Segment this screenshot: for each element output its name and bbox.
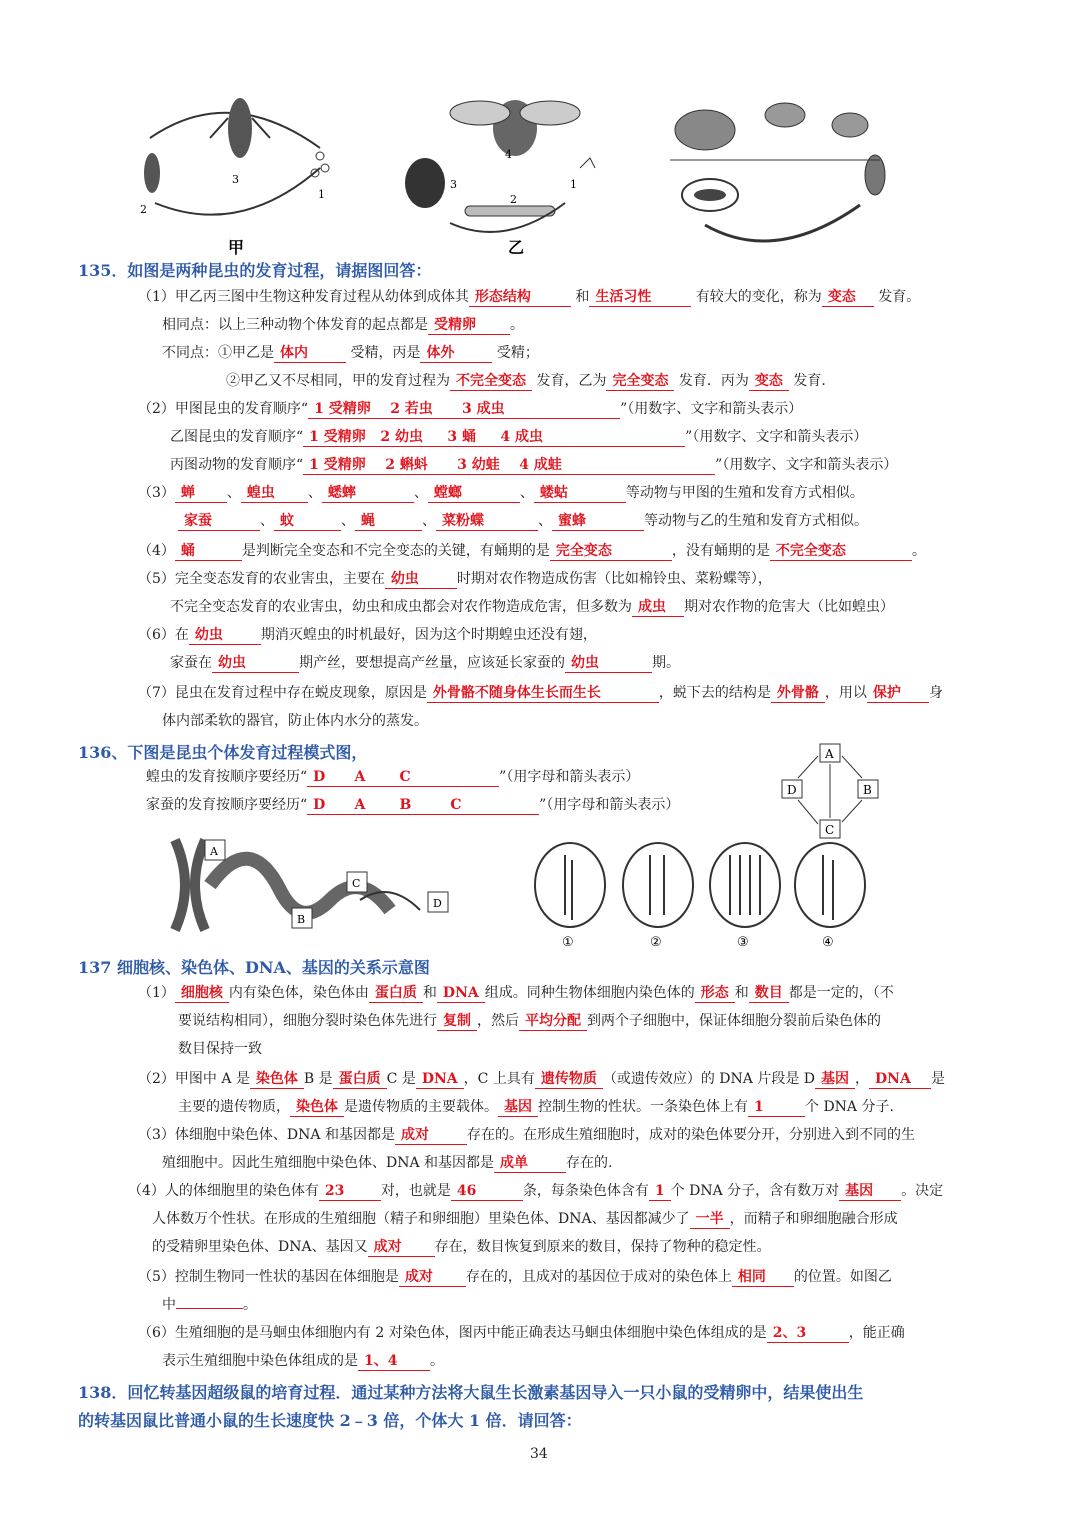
- answer-blank: 染色体: [290, 1098, 344, 1117]
- text: 家蚕的发育按顺序要经历“: [146, 797, 308, 813]
- q135-line-3: [162, 342, 539, 364]
- question-137-title: 137 细胞核、染色体、DNA、基因的关系示意图: [78, 958, 430, 977]
- text: 发育.: [793, 373, 826, 389]
- chain-label-b: B: [297, 913, 306, 926]
- text: 是: [931, 1071, 945, 1087]
- text: 蝗虫的发育按顺序要经历“: [146, 769, 308, 785]
- answer-blank: 23: [319, 1182, 381, 1201]
- text: 受精，丙是: [350, 345, 421, 361]
- answer-blank: 染色体: [250, 1070, 304, 1089]
- text: 、: [519, 485, 534, 501]
- text: 不完全变态发育的农业害虫，幼虫和成虫都会对农作物造成危害，但多数为: [170, 599, 632, 615]
- figure-label-yi: 乙: [508, 238, 525, 257]
- text: 到两个子细胞中，保证体细胞分裂前后染色体的: [587, 1013, 881, 1029]
- text: ，而精子和卵细胞融合形成: [729, 1211, 898, 1227]
- text: 期对农作物的危害大（比如蝗虫）: [684, 599, 894, 615]
- q137-line-2: [178, 1010, 881, 1032]
- q135-line-7: [170, 454, 897, 476]
- figure-frog-cycle: [665, 95, 900, 255]
- text: 控制生物的性状。一条染色体上有: [538, 1099, 748, 1115]
- answer-blank: 基因: [498, 1098, 538, 1117]
- q137-line-3: [178, 1038, 262, 1060]
- text: 对，也就是: [380, 1183, 451, 1199]
- text: ”（用字母和箭头表示）: [539, 797, 680, 813]
- answer-blank: 成单: [494, 1154, 566, 1173]
- text: 家蚕在: [170, 655, 212, 671]
- text: 条，每条染色体含有: [522, 1183, 649, 1199]
- text: 、: [341, 513, 355, 529]
- text: （5）完全变态发育的农业害虫，主要在: [138, 571, 385, 587]
- text: 存在的.: [566, 1155, 613, 1171]
- text: 、: [260, 513, 274, 529]
- cells-diagram: [530, 840, 870, 950]
- chain-label-a: A: [210, 845, 218, 858]
- answer-blank: 2、3: [767, 1324, 849, 1343]
- q135-line-4: [226, 370, 826, 392]
- figure-label-jia: 甲: [228, 238, 245, 257]
- text: 主要的遗传物质，: [178, 1099, 290, 1115]
- q135-line-10: [138, 540, 926, 562]
- q135-line-12: [170, 596, 894, 618]
- text: 相同点：以上三种动物个体发育的起点都是: [162, 317, 428, 333]
- text: 。: [911, 543, 926, 559]
- q137-line-10: [152, 1236, 771, 1258]
- text: 和: [422, 985, 437, 1001]
- q135-line-8: [138, 482, 864, 504]
- answer-blank: 形态结构: [469, 288, 571, 307]
- answer-blank: 菜粉蝶: [436, 512, 538, 531]
- text: （5）控制生物同一性状的基因在体细胞是: [138, 1269, 399, 1285]
- text: 是判断完全变态和不完全变态的关键，有蛹期的是: [241, 543, 550, 559]
- answer-blank: 家蚕: [178, 512, 260, 531]
- answer-blank: 蛋白质: [369, 984, 423, 1003]
- answer-blank: D A B C: [307, 796, 539, 815]
- answer-blank: 蛹: [175, 542, 242, 561]
- answer-blank: 外骨骼: [771, 684, 825, 703]
- text: （3）体细胞中染色体、DNA 和基因都是: [138, 1127, 395, 1143]
- text: （6）生殖细胞的是马蛔虫体细胞内有 2 对染色体，图丙中能正确表达马蛔虫体细胞中染色体组成的是: [138, 1325, 767, 1341]
- answer-blank: DNA: [416, 1070, 464, 1089]
- answer-blank: 蝗虫: [241, 484, 308, 503]
- cell-number-2: ②: [650, 935, 662, 950]
- answer-blank: 蛋白质: [333, 1070, 387, 1089]
- insect-development-cycle-diagram: [770, 742, 890, 842]
- text: C 是: [386, 1071, 416, 1087]
- answer-blank: 数目: [749, 984, 789, 1003]
- text: 、: [538, 513, 552, 529]
- text: 等动物与甲图的生殖和发育方式相似。: [625, 485, 864, 501]
- text: 的受精卵里染色体、DNA、基因又: [152, 1239, 368, 1255]
- question-136-title: 136、下图是昆虫个体发育过程模式图，: [78, 743, 368, 762]
- svg-text:4: 4: [505, 148, 512, 161]
- text: 存在的。在形成生殖细胞时，成对的染色体要分开，分别进入到不同的生: [466, 1127, 915, 1143]
- answer-blank: 46: [451, 1182, 523, 1201]
- answer-blank: 蝉: [175, 484, 227, 503]
- text: 体内部柔软的器官，防止体内水分的蒸发。: [162, 713, 428, 729]
- text: 的位置。如图乙: [793, 1269, 892, 1285]
- answer-blank: DNA: [869, 1070, 931, 1089]
- answer-blank: 保护: [867, 684, 929, 703]
- text: 乙图昆虫的发育顺序“: [170, 429, 304, 445]
- q135-line-6: [170, 426, 867, 448]
- answer-blank: 螳螂: [428, 484, 520, 503]
- answer-blank: 完全变态: [606, 372, 674, 391]
- text: 、: [413, 485, 428, 501]
- text: 发育．丙为: [678, 373, 749, 389]
- text: ，蜕下去的结构是: [658, 685, 771, 701]
- answer-blank: DNA: [437, 984, 485, 1003]
- text: （或遗传效应）的 DNA 片段是 D: [602, 1071, 815, 1087]
- figure-grasshopper-cycle: [120, 88, 360, 258]
- answer-blank: D A C: [307, 768, 499, 787]
- answer-blank: 1: [649, 1182, 671, 1201]
- text: 是遗传物质的主要载体。: [344, 1099, 498, 1115]
- q137-line-6: [138, 1124, 915, 1146]
- text: （6）在: [138, 627, 189, 643]
- text: （3）: [138, 485, 175, 501]
- q137-line-5: [178, 1096, 894, 1118]
- svg-text:1: 1: [570, 178, 577, 191]
- text: 、: [226, 485, 241, 501]
- text: （2）甲图中 A 是: [138, 1071, 250, 1087]
- answer-blank: 幼虫: [189, 626, 261, 645]
- answer-blank: 成对: [368, 1238, 435, 1257]
- question-138-title-line-2: 的转基因鼠比普通小鼠的生长速度快 2﹣3 倍，个体大 1 倍．请回答：: [78, 1411, 582, 1430]
- answer-blank: 基因: [839, 1182, 901, 1201]
- answer-blank: 变态: [822, 288, 874, 307]
- answer-blank: 1 受精卵 2 蝌蚪 3 幼蛙 4 成蛙: [303, 456, 715, 475]
- answer-blank: 幼虫: [385, 570, 457, 589]
- text: 发育，乙为: [536, 373, 607, 389]
- text: 。: [430, 1353, 444, 1369]
- chain-label-c: C: [352, 877, 361, 890]
- text: （2）甲图昆虫的发育顺序“: [138, 401, 309, 417]
- answer-blank: 幼虫: [212, 654, 299, 673]
- q137-line-12: [162, 1294, 257, 1316]
- text: （1）甲乙丙三图中生物这种发育过程从幼体到成体其: [138, 289, 469, 305]
- text: 、: [422, 513, 436, 529]
- answer-blank: 遗传物质: [535, 1070, 603, 1089]
- text: ，: [855, 1071, 869, 1087]
- text: 表示生殖细胞中染色体组成的是: [162, 1353, 358, 1369]
- answer-blank: 幼虫: [565, 654, 652, 673]
- answer-blank: 蚊: [274, 512, 341, 531]
- answer-blank: 变态: [749, 372, 789, 391]
- cycle-label-b: B: [863, 783, 872, 797]
- answer-blank: 不完全变态: [770, 542, 912, 561]
- text: ”（用数字、文字和箭头表示）: [685, 429, 868, 445]
- text: 和: [575, 289, 590, 305]
- text: 期。: [652, 655, 680, 671]
- text: 时期对农作物造成伤害（比如棉铃虫、菜粉蝶等），: [456, 571, 772, 587]
- answer-blank: 形态: [695, 984, 735, 1003]
- q137-line-14: [162, 1350, 444, 1372]
- answer-blank: [176, 1308, 243, 1309]
- text: 内有染色体，染色体由: [228, 985, 369, 1001]
- q137-line-11: [138, 1266, 892, 1288]
- q137-line-7: [162, 1152, 613, 1174]
- q137-line-8: [128, 1180, 943, 1202]
- text: （4）人的体细胞里的染色体有: [128, 1183, 319, 1199]
- cycle-label-a: A: [825, 747, 834, 761]
- text: 。: [510, 317, 524, 333]
- q135-line-1: [138, 286, 920, 308]
- chromosome-dna-gene-diagram: [160, 830, 460, 940]
- question-135-title: 135．如图是两种昆虫的发育过程，请据图回答：: [78, 261, 432, 280]
- answer-blank: 成对: [399, 1268, 466, 1287]
- text: 期消灭蝗虫的时机最好，因为这个时期蝗虫还没有翅，: [260, 627, 597, 643]
- text: 殖细胞中。因此生殖细胞中染色体、DNA 和基因都是: [162, 1155, 495, 1171]
- text: 等动物与乙的生殖和发育方式相似。: [644, 513, 868, 529]
- svg-text:1: 1: [318, 188, 325, 201]
- q135-line-16: [162, 710, 428, 732]
- text: ，用以: [824, 685, 867, 701]
- text: 个 DNA 分子.: [805, 1099, 894, 1115]
- answer-blank: 1、4: [358, 1352, 430, 1371]
- q135-line-13: [138, 624, 597, 646]
- answer-blank: 1 受精卵 2 若虫 3 成虫: [308, 400, 620, 419]
- answer-blank: 不完全变态: [450, 372, 532, 391]
- answer-blank: 蜜蜂: [552, 512, 644, 531]
- answer-blank: 蝼蛄: [534, 484, 626, 503]
- cell-number-1: ①: [562, 935, 574, 950]
- text: 不同点：①甲乙是: [162, 345, 274, 361]
- answer-blank: 受精卵: [428, 316, 510, 335]
- text: （1）: [138, 985, 175, 1001]
- text: ②甲乙又不尽相同，甲的发育过程为: [226, 373, 450, 389]
- answer-blank: 相同: [732, 1268, 794, 1287]
- cycle-label-c: C: [825, 823, 835, 837]
- text: 组成。同种生物体细胞内染色体的: [484, 985, 695, 1001]
- text: ，能正确: [848, 1325, 905, 1341]
- q137-line-9: [152, 1208, 898, 1230]
- text: ，然后: [477, 1013, 519, 1029]
- answer-blank: 细胞核: [175, 984, 229, 1003]
- q137-line-13: [138, 1322, 905, 1344]
- q135-line-9: [178, 510, 868, 532]
- q136-line-2: [146, 794, 679, 816]
- text: 个 DNA 分子，含有数万对: [670, 1183, 840, 1199]
- q137-line-4: [138, 1068, 945, 1090]
- text: 要说结构相同），细胞分裂时染色体先进行: [178, 1013, 437, 1029]
- svg-text:3: 3: [232, 173, 239, 186]
- text: ”（用数字、文字和箭头表示）: [715, 457, 898, 473]
- text: 身: [928, 685, 943, 701]
- answer-blank: 蟋蟀: [322, 484, 414, 503]
- answer-blank: 复制: [437, 1012, 477, 1031]
- answer-blank: 体外: [420, 344, 492, 363]
- q135-line-2: [162, 314, 524, 336]
- answer-blank: 蝇: [355, 512, 422, 531]
- svg-text:2: 2: [510, 193, 517, 206]
- figure-fly-cycle: [395, 88, 615, 258]
- text: 人体数万个性状。在形成的生殖细胞（精子和卵细胞）里染色体、DNA、基因都减少了: [152, 1211, 690, 1227]
- text: 和: [734, 985, 749, 1001]
- page-number: 34: [530, 1446, 548, 1462]
- text: 受精；: [496, 345, 539, 361]
- q136-line-1: [146, 766, 639, 788]
- text: ”（用数字、文字和箭头表示）: [620, 401, 803, 417]
- text: B 是: [303, 1071, 333, 1087]
- text: 存在，数目恢复到原来的数目，保持了物种的稳定性。: [434, 1239, 771, 1255]
- svg-text:2: 2: [140, 203, 147, 216]
- text: 。: [243, 1297, 257, 1313]
- answer-blank: 成对: [395, 1126, 467, 1145]
- cell-number-3: ③: [737, 935, 749, 950]
- text: 有较大的变化，称为: [695, 289, 822, 305]
- answer-blank: 外骨骼不随身体生长而生长: [427, 684, 659, 703]
- text: 发育。: [878, 289, 921, 305]
- text: 、: [307, 485, 322, 501]
- text: 。决定: [901, 1183, 944, 1199]
- text: 存在的，且成对的基因位于成对的染色体上: [465, 1269, 732, 1285]
- q135-line-14: [170, 652, 680, 674]
- chain-label-d: D: [433, 897, 442, 910]
- text: 期产丝，要想提高产丝量，应该延长家蚕的: [299, 655, 565, 671]
- q137-line-1: [138, 982, 894, 1004]
- text: 数目保持一致: [178, 1041, 262, 1057]
- question-138-title-line-1: 138．回忆转基因超级鼠的培育过程．通过某种方法将大鼠生长激素基因导入一只小鼠的受精卵中，结果使出生: [78, 1383, 864, 1402]
- answer-blank: 平均分配: [519, 1012, 587, 1031]
- text: 中: [162, 1297, 176, 1313]
- answer-blank: 1 受精卵 2 幼虫 3 蛹 4 成虫: [303, 428, 685, 447]
- text: ”（用字母和箭头表示）: [499, 769, 640, 785]
- answer-blank: 基因: [815, 1070, 855, 1089]
- text: （4）: [138, 543, 175, 559]
- answer-blank: 成虫: [632, 598, 684, 617]
- answer-blank: 1: [748, 1098, 805, 1117]
- text: 都是一定的，（不: [788, 985, 894, 1001]
- text: ，C 上具有: [463, 1071, 535, 1087]
- q135-line-11: [138, 568, 772, 590]
- text: ，没有蛹期的是: [671, 543, 770, 559]
- svg-text:3: 3: [450, 178, 457, 191]
- cycle-label-d: D: [787, 783, 797, 797]
- answer-blank: 体内: [274, 344, 346, 363]
- answer-blank: 一半: [690, 1210, 730, 1229]
- q135-line-5: [138, 398, 802, 420]
- text: （7）昆虫在发育过程中存在蜕皮现象，原因是: [138, 685, 427, 701]
- text: 丙图动物的发育顺序“: [170, 457, 304, 473]
- q135-line-15: [138, 682, 943, 704]
- cell-number-4: ④: [822, 935, 834, 950]
- answer-blank: 生活习性: [589, 288, 691, 307]
- answer-blank: 完全变态: [550, 542, 672, 561]
